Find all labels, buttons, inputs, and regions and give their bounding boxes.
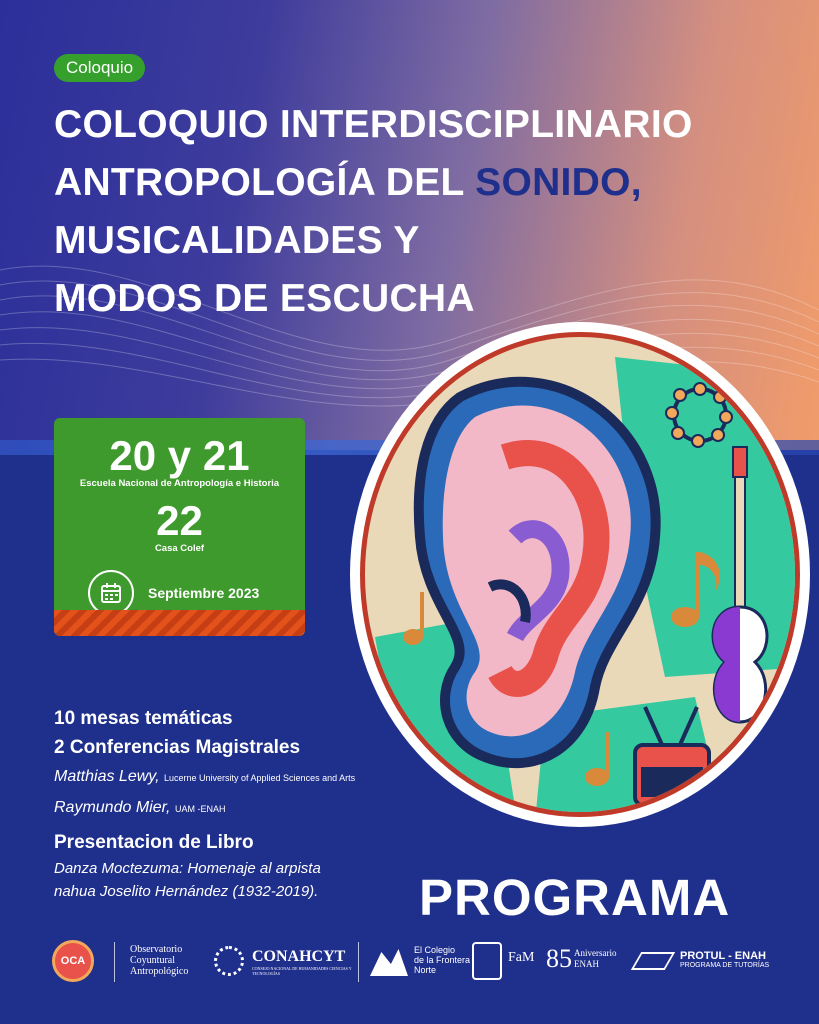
oca-logo: OCA bbox=[52, 940, 94, 982]
book-title-line-2: nahua Joselito Hernández (1932-2019). bbox=[54, 883, 319, 900]
title-line-1: COLOQUIO INTERDISCIPLINARIO bbox=[54, 103, 693, 146]
speaker-2: Raymundo Mier, UAM -ENAH bbox=[54, 799, 226, 816]
observatorio-logo: Observatorio Coyuntural Antropológico bbox=[130, 944, 189, 977]
title-accent: SONIDO, bbox=[475, 161, 642, 204]
conahcyt-logo: CONAHCYT CONSEJO NACIONAL DE HUMANIDADES CIENCIAS Y TECNOLOGÍAS bbox=[252, 948, 352, 976]
book-title-line-1: Danza Moctezuma: Homenaje al arpista bbox=[54, 860, 321, 877]
book-heading: Presentacion de Libro bbox=[54, 832, 254, 853]
venue-first: Escuela Nacional de Antropología e Historia bbox=[79, 478, 280, 489]
pattern-strip bbox=[54, 610, 305, 636]
programa-heading: PROGRAMA bbox=[419, 869, 731, 926]
protul-emblem-icon bbox=[631, 952, 675, 970]
conferencias-label: 2 Conferencias Magistrales bbox=[54, 737, 301, 758]
category-badge: Coloquio bbox=[54, 54, 145, 82]
colef-logo: El Colegio de la Frontera Norte bbox=[414, 945, 471, 975]
date-first: 20 y 21 bbox=[109, 432, 250, 479]
illustration-frame bbox=[350, 322, 810, 827]
program-info bbox=[54, 704, 355, 903]
illustration bbox=[360, 332, 800, 817]
fam-logo: FaM bbox=[508, 950, 535, 965]
conahcyt-emblem-icon bbox=[214, 946, 244, 976]
ear-instruments-illustration bbox=[365, 337, 800, 817]
title-line-3: MUSICALIDADES Y bbox=[54, 219, 420, 262]
speaker-1: Matthias Lewy, Lucerne University of Applied Sciences and Arts bbox=[54, 768, 356, 785]
date-card bbox=[54, 418, 305, 636]
enah-anniversary-logo: 85 Aniversario ENAH bbox=[546, 944, 617, 973]
venue-second: Casa Colef bbox=[154, 543, 205, 554]
month-label: Septiembre 2023 bbox=[148, 585, 260, 601]
title-line-4: MODOS DE ESCUCHA bbox=[54, 277, 475, 320]
colef-emblem-icon bbox=[370, 946, 408, 976]
unam-crest-icon bbox=[472, 942, 502, 980]
mesas-label: 10 mesas temáticas bbox=[54, 708, 233, 729]
date-second: 22 bbox=[156, 497, 203, 544]
sponsor-logos bbox=[0, 930, 819, 1000]
title-line-2: ANTROPOLOGÍA DEL SONIDO, bbox=[54, 161, 642, 204]
protul-logo: PROTUL - ENAH PROGRAMA DE TUTORÍAS bbox=[680, 950, 770, 969]
page-title bbox=[54, 96, 754, 328]
